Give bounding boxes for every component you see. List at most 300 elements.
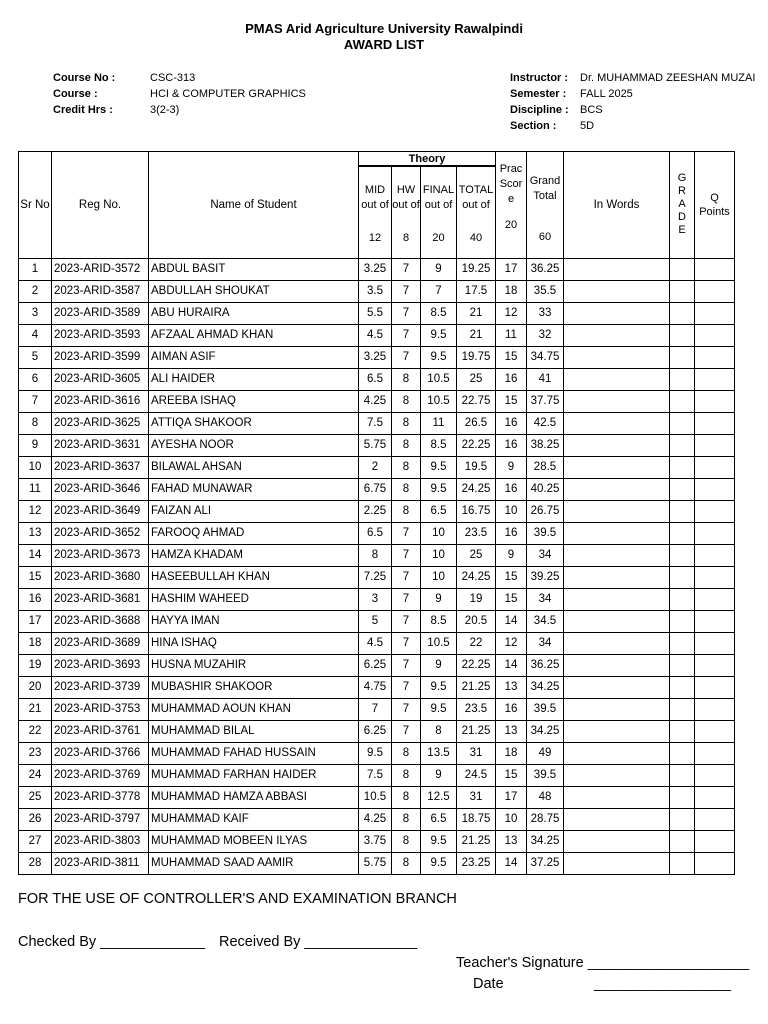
student-name-cell: BILAWAL AHSAN (149, 456, 359, 478)
course-labels (53, 70, 115, 118)
final-cell: 9.5 (421, 830, 457, 852)
grand-header-line1: Grand (529, 175, 561, 187)
in-words-cell (564, 258, 670, 280)
student-name-cell: MUHAMMAD AOUN KHAN (149, 698, 359, 720)
q-points-cell (695, 830, 735, 852)
sr-no-cell: 18 (19, 632, 52, 654)
grade-cell (670, 522, 695, 544)
total-cell: 18.75 (457, 808, 496, 830)
prac-cell: 18 (496, 280, 527, 302)
in-words-cell (564, 676, 670, 698)
hw-cell: 7 (392, 610, 421, 632)
grade-cell (670, 500, 695, 522)
grand-total-cell: 35.5 (527, 280, 564, 302)
hw-cell: 8 (392, 742, 421, 764)
reg-no-cell: 2023-ARID-3680 (52, 566, 149, 588)
mid-cell: 3.5 (359, 280, 392, 302)
final-cell: 10 (421, 522, 457, 544)
date-line: _________________ (594, 976, 732, 992)
mid-cell: 6.25 (359, 654, 392, 676)
reg-no-cell: 2023-ARID-3589 (52, 302, 149, 324)
table-row (19, 280, 735, 302)
grade-cell (670, 478, 695, 500)
hw-cell: 8 (392, 852, 421, 874)
mid-cell: 6.25 (359, 720, 392, 742)
sr-no-cell: 11 (19, 478, 52, 500)
grade-cell (670, 698, 695, 720)
in-words-cell (564, 302, 670, 324)
prac-cell: 17 (496, 786, 527, 808)
table-row (19, 324, 735, 346)
hw-cell: 7 (392, 258, 421, 280)
table-row (19, 610, 735, 632)
prac-score-header (496, 152, 527, 259)
sr-no-cell: 22 (19, 720, 52, 742)
grade-letter: E (678, 224, 686, 237)
q-points-header (695, 152, 735, 259)
grade-cell (670, 412, 695, 434)
grade-cell (670, 676, 695, 698)
hw-cell: 8 (392, 764, 421, 786)
total-cell: 17.5 (457, 280, 496, 302)
hw-cell: 7 (392, 346, 421, 368)
reg-no-cell: 2023-ARID-3778 (52, 786, 149, 808)
mid-cell: 4.25 (359, 808, 392, 830)
mid-cell: 10.5 (359, 786, 392, 808)
hw-cell: 7 (392, 588, 421, 610)
grand-total-cell: 38.25 (527, 434, 564, 456)
q-points-cell (695, 764, 735, 786)
student-name-cell: AYESHA NOOR (149, 434, 359, 456)
table-row (19, 346, 735, 368)
sr-no-cell: 28 (19, 852, 52, 874)
hw-cell: 7 (392, 280, 421, 302)
grade-letter: D (678, 211, 686, 224)
sr-no-cell: 14 (19, 544, 52, 566)
grand-total-cell: 39.5 (527, 698, 564, 720)
total-cell: 24.25 (457, 478, 496, 500)
table-row (19, 808, 735, 830)
in-words-cell (564, 808, 670, 830)
grand-total-cell: 28.75 (527, 808, 564, 830)
mid-header (359, 166, 392, 258)
hw-cell: 8 (392, 478, 421, 500)
mid-cell: 7 (359, 698, 392, 720)
section-label: Section : (510, 120, 557, 132)
course-value: HCI & COMPUTER GRAPHICS (150, 88, 306, 100)
hw-cell: 8 (392, 456, 421, 478)
hw-cell: 7 (392, 632, 421, 654)
grade-cell (670, 544, 695, 566)
course-label: Course : (53, 88, 98, 100)
mid-cell: 7.5 (359, 764, 392, 786)
final-cell: 9.5 (421, 324, 457, 346)
hw-cell: 7 (392, 654, 421, 676)
prac-header-line1: Prac (499, 163, 523, 175)
reg-no-cell: 2023-ARID-3797 (52, 808, 149, 830)
final-cell: 9.5 (421, 852, 457, 874)
in-words-cell (564, 368, 670, 390)
table-row (19, 676, 735, 698)
prac-cell: 9 (496, 456, 527, 478)
q-points-cell (695, 412, 735, 434)
grand-total-cell: 28.5 (527, 456, 564, 478)
total-cell: 22.75 (457, 390, 496, 412)
total-cell: 22.25 (457, 654, 496, 676)
q-points-cell (695, 720, 735, 742)
prac-cell: 13 (496, 720, 527, 742)
final-sub: out of (424, 199, 453, 211)
in-words-cell (564, 786, 670, 808)
grade-cell (670, 654, 695, 676)
instructor-labels (510, 70, 569, 134)
sr-no-cell: 26 (19, 808, 52, 830)
prac-cell: 17 (496, 258, 527, 280)
award-table (18, 151, 735, 875)
instructor-label: Instructor : (510, 72, 569, 84)
total-cell: 23.5 (457, 522, 496, 544)
mid-cell: 4.5 (359, 632, 392, 654)
mid-cell: 6.75 (359, 478, 392, 500)
grade-cell (670, 390, 695, 412)
table-row (19, 654, 735, 676)
q-points-cell (695, 566, 735, 588)
grade-cell (670, 610, 695, 632)
table-row (19, 698, 735, 720)
student-name-cell: HASHIM WAHEED (149, 588, 359, 610)
grand-header-line2: Total (533, 190, 557, 202)
in-words-cell (564, 280, 670, 302)
mid-cell: 5.75 (359, 434, 392, 456)
grade-cell (670, 808, 695, 830)
sr-no-cell: 24 (19, 764, 52, 786)
q-points-cell (695, 456, 735, 478)
prac-cell: 15 (496, 588, 527, 610)
grand-total-cell: 39.5 (527, 522, 564, 544)
hw-cell: 7 (392, 544, 421, 566)
prac-cell: 12 (496, 302, 527, 324)
student-name-cell: MUHAMMAD HAMZA ABBASI (149, 786, 359, 808)
q-points-cell (695, 258, 735, 280)
q-points-cell (695, 610, 735, 632)
final-label: FINAL (422, 184, 455, 196)
in-words-cell (564, 324, 670, 346)
reg-no-cell: 2023-ARID-3689 (52, 632, 149, 654)
q-points-cell (695, 368, 735, 390)
grade-cell (670, 280, 695, 302)
grade-cell (670, 258, 695, 280)
course-values (150, 70, 306, 118)
reg-no-cell: 2023-ARID-3681 (52, 588, 149, 610)
mid-cell: 2 (359, 456, 392, 478)
table-row (19, 302, 735, 324)
final-cell: 11 (421, 412, 457, 434)
grand-total-cell: 34.75 (527, 346, 564, 368)
grand-total-cell: 48 (527, 786, 564, 808)
grade-cell (670, 346, 695, 368)
grade-cell (670, 434, 695, 456)
hw-cell: 7 (392, 720, 421, 742)
grand-total-cell: 39.25 (527, 566, 564, 588)
q-points-cell (695, 742, 735, 764)
in-words-cell (564, 610, 670, 632)
in-words-cell (564, 852, 670, 874)
in-words-cell (564, 654, 670, 676)
grand-total-cell: 40.25 (527, 478, 564, 500)
table-row (19, 368, 735, 390)
in-words-cell (564, 522, 670, 544)
in-words-header: In Words (564, 152, 670, 259)
hw-header (392, 166, 421, 258)
student-name-cell: HINA ISHAQ (149, 632, 359, 654)
final-cell: 9.5 (421, 478, 457, 500)
controller-branch-note: FOR THE USE OF CONTROLLER'S AND EXAMINATION BRANCH (18, 891, 457, 907)
student-name-cell: HAYYA IMAN (149, 610, 359, 632)
total-cell: 26.5 (457, 412, 496, 434)
table-row (19, 390, 735, 412)
in-words-cell (564, 434, 670, 456)
mid-cell: 4.75 (359, 676, 392, 698)
prac-cell: 16 (496, 522, 527, 544)
total-cell: 21.25 (457, 830, 496, 852)
in-words-cell (564, 588, 670, 610)
table-row (19, 786, 735, 808)
in-words-cell (564, 830, 670, 852)
q-points-cell (695, 522, 735, 544)
reg-no-header: Reg No. (52, 152, 149, 259)
sr-no-cell: 12 (19, 500, 52, 522)
university-name: PMAS Arid Agriculture University Rawalpindi (245, 21, 523, 36)
final-cell: 8 (421, 720, 457, 742)
grand-total-cell: 49 (527, 742, 564, 764)
grand-total-cell: 34.25 (527, 676, 564, 698)
reg-no-cell: 2023-ARID-3652 (52, 522, 149, 544)
grade-header (670, 152, 695, 259)
mid-cell: 6.5 (359, 368, 392, 390)
hw-cell: 8 (392, 412, 421, 434)
final-cell: 13.5 (421, 742, 457, 764)
sr-no-cell: 17 (19, 610, 52, 632)
mid-cell: 8 (359, 544, 392, 566)
q-header-line2: Points (699, 205, 730, 218)
grand-total-cell: 33 (527, 302, 564, 324)
sr-no-cell: 3 (19, 302, 52, 324)
grade-letter: R (678, 185, 686, 198)
hw-cell: 8 (392, 830, 421, 852)
q-points-cell (695, 698, 735, 720)
in-words-cell (564, 478, 670, 500)
final-cell: 9 (421, 654, 457, 676)
q-header-line1: Q (710, 191, 719, 204)
total-cell: 23.25 (457, 852, 496, 874)
in-words-cell (564, 346, 670, 368)
final-cell: 7 (421, 280, 457, 302)
total-sub: out of (462, 199, 490, 211)
sr-no-cell: 7 (19, 390, 52, 412)
hw-cell: 8 (392, 390, 421, 412)
q-points-cell (695, 676, 735, 698)
sr-no-cell: 23 (19, 742, 52, 764)
total-cell: 22 (457, 632, 496, 654)
table-row (19, 478, 735, 500)
grand-total-cell: 37.25 (527, 852, 564, 874)
hw-cell: 8 (392, 808, 421, 830)
prac-cell: 11 (496, 324, 527, 346)
sr-no-cell: 1 (19, 258, 52, 280)
teacher-signature-field: Teacher's Signature ____________________ (456, 955, 750, 971)
credit-hrs-value: 3(2-3) (150, 104, 180, 116)
prac-cell: 13 (496, 830, 527, 852)
mid-max: 12 (368, 232, 382, 244)
hw-cell: 7 (392, 698, 421, 720)
semester-value: FALL 2025 (580, 88, 633, 100)
final-cell: 9.5 (421, 676, 457, 698)
student-name-cell: AFZAAL AHMAD KHAN (149, 324, 359, 346)
student-name-cell: HASEEBULLAH KHAN (149, 566, 359, 588)
hw-cell: 7 (392, 522, 421, 544)
discipline-label: Discipline : (510, 104, 569, 116)
mid-cell: 3 (359, 588, 392, 610)
total-label: TOTAL (458, 184, 494, 196)
mid-cell: 3.75 (359, 830, 392, 852)
hw-max: 8 (402, 232, 410, 244)
sr-no-cell: 2 (19, 280, 52, 302)
final-max: 20 (432, 232, 445, 244)
q-points-cell (695, 478, 735, 500)
student-name-cell: MUHAMMAD FARHAN HAIDER (149, 764, 359, 786)
total-cell: 22.25 (457, 434, 496, 456)
in-words-cell (564, 456, 670, 478)
reg-no-cell: 2023-ARID-3646 (52, 478, 149, 500)
q-points-cell (695, 654, 735, 676)
sr-no-cell: 10 (19, 456, 52, 478)
prac-cell: 10 (496, 500, 527, 522)
grand-total-cell: 34 (527, 632, 564, 654)
final-cell: 9.5 (421, 456, 457, 478)
course-no-label: Course No : (53, 72, 116, 84)
grade-cell (670, 456, 695, 478)
prac-cell: 12 (496, 632, 527, 654)
in-words-cell (564, 412, 670, 434)
reg-no-cell: 2023-ARID-3593 (52, 324, 149, 346)
final-cell: 9 (421, 258, 457, 280)
in-words-cell (564, 500, 670, 522)
final-cell: 6.5 (421, 500, 457, 522)
student-name-cell: ATTIQA SHAKOOR (149, 412, 359, 434)
total-cell: 24.25 (457, 566, 496, 588)
in-words-cell (564, 566, 670, 588)
mid-cell: 3.25 (359, 258, 392, 280)
grade-cell (670, 742, 695, 764)
total-cell: 31 (457, 786, 496, 808)
student-name-cell: MUBASHIR SHAKOOR (149, 676, 359, 698)
semester-label: Semester : (510, 88, 567, 100)
hw-cell: 8 (392, 368, 421, 390)
sr-no-cell: 4 (19, 324, 52, 346)
student-name-cell: MUHAMMAD BILAL (149, 720, 359, 742)
in-words-cell (564, 390, 670, 412)
grade-cell (670, 302, 695, 324)
sr-no-cell: 15 (19, 566, 52, 588)
grand-total-cell: 42.5 (527, 412, 564, 434)
grand-total-header (527, 152, 564, 259)
student-name-cell: FAROOQ AHMAD (149, 522, 359, 544)
sr-no-cell: 13 (19, 522, 52, 544)
final-cell: 8.5 (421, 302, 457, 324)
final-cell: 10.5 (421, 632, 457, 654)
grade-cell (670, 852, 695, 874)
reg-no-cell: 2023-ARID-3688 (52, 610, 149, 632)
student-name-cell: MUHAMMAD SAAD AAMIR (149, 852, 359, 874)
grand-max: 60 (538, 231, 552, 243)
final-cell: 10 (421, 544, 457, 566)
student-name-cell: HAMZA KHADAM (149, 544, 359, 566)
reg-no-cell: 2023-ARID-3753 (52, 698, 149, 720)
prac-cell: 14 (496, 654, 527, 676)
grand-total-cell: 34 (527, 588, 564, 610)
sr-no-cell: 9 (19, 434, 52, 456)
total-header (457, 166, 496, 258)
total-cell: 21 (457, 324, 496, 346)
hw-cell: 8 (392, 500, 421, 522)
mid-cell: 4.5 (359, 324, 392, 346)
table-row (19, 258, 735, 280)
sr-no-cell: 21 (19, 698, 52, 720)
grade-cell (670, 588, 695, 610)
total-cell: 19.5 (457, 456, 496, 478)
grade-cell (670, 566, 695, 588)
grade-cell (670, 764, 695, 786)
in-words-cell (564, 720, 670, 742)
final-cell: 8.5 (421, 610, 457, 632)
grand-total-cell: 36.25 (527, 654, 564, 676)
grade-cell (670, 368, 695, 390)
total-cell: 25 (457, 368, 496, 390)
prac-cell: 14 (496, 852, 527, 874)
final-cell: 10.5 (421, 390, 457, 412)
total-cell: 23.5 (457, 698, 496, 720)
q-points-cell (695, 786, 735, 808)
q-points-cell (695, 588, 735, 610)
mid-cell: 4.25 (359, 390, 392, 412)
student-name-header: Name of Student (149, 152, 359, 259)
mid-sub: out of (361, 199, 389, 211)
final-header (421, 166, 457, 258)
prac-cell: 16 (496, 478, 527, 500)
prac-cell: 15 (496, 566, 527, 588)
reg-no-cell: 2023-ARID-3811 (52, 852, 149, 874)
prac-cell: 16 (496, 368, 527, 390)
student-name-cell: ALI HAIDER (149, 368, 359, 390)
q-points-cell (695, 852, 735, 874)
reg-no-cell: 2023-ARID-3637 (52, 456, 149, 478)
q-points-cell (695, 280, 735, 302)
mid-cell: 5.75 (359, 852, 392, 874)
prac-cell: 18 (496, 742, 527, 764)
hw-sub: out of (392, 199, 420, 211)
grand-total-cell: 34.25 (527, 830, 564, 852)
student-name-cell: HUSNA MUZAHIR (149, 654, 359, 676)
q-points-cell (695, 390, 735, 412)
total-cell: 21.25 (457, 720, 496, 742)
sr-no-cell: 16 (19, 588, 52, 610)
discipline-value: BCS (580, 104, 603, 116)
section-value: 5D (580, 120, 595, 132)
grand-total-cell: 34.5 (527, 610, 564, 632)
q-points-cell (695, 544, 735, 566)
student-rows (19, 258, 735, 874)
hw-label: HW (396, 184, 416, 196)
